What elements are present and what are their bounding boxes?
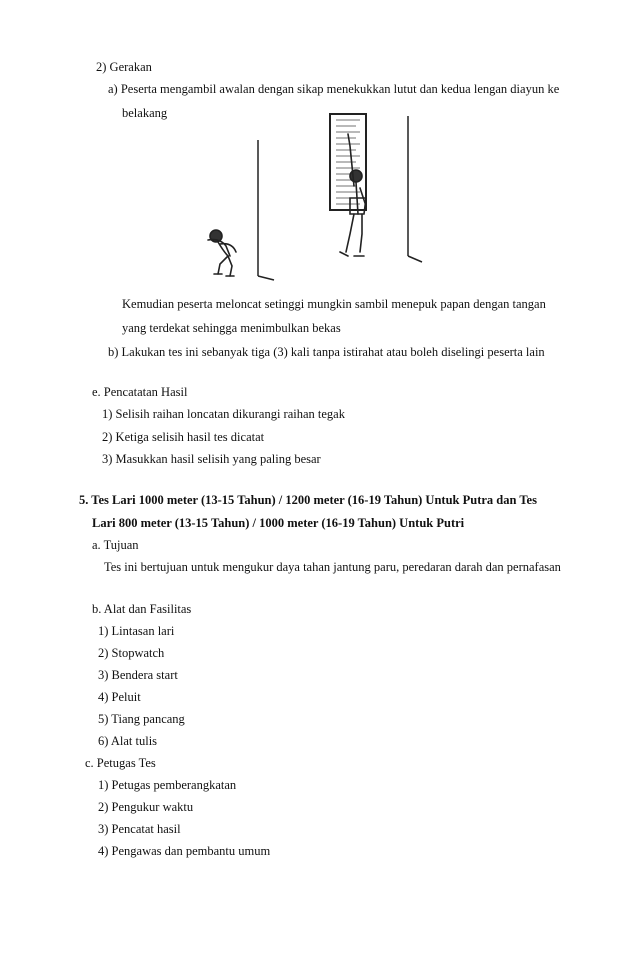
- alat-item: 1) Lintasan lari: [98, 624, 175, 638]
- pencatatan-item: 3) Masukkan hasil selisih yang paling besar: [102, 452, 321, 466]
- alat-item: 4) Peluit: [98, 690, 141, 704]
- gerakan-after-figure-line2: yang terdekat sehingga menimbulkan bekas: [122, 321, 341, 335]
- vertical-jump-illustration: [190, 106, 430, 284]
- gerakan-a-line2: belakang: [122, 106, 168, 120]
- alat-item: 3) Bendera start: [98, 668, 178, 682]
- gerakan-a-line1: a) Peserta mengambil awalan dengan sikap menekukkan lutut dan kedua lengan diayun ke: [108, 82, 560, 96]
- pencatatan-item: 1) Selisih raihan loncatan dikurangi raihan tegak: [102, 407, 345, 421]
- tujuan-heading: a. Tujuan: [92, 538, 139, 552]
- pencatatan-heading: e. Pencatatan Hasil: [92, 385, 188, 399]
- alat-item: 2) Stopwatch: [98, 646, 165, 660]
- pencatatan-item: 2) Ketiga selisih hasil tes dicatat: [102, 430, 265, 444]
- petugas-item: 2) Pengukur waktu: [98, 800, 194, 814]
- section5-title-line1: 5. Tes Lari 1000 meter (13-15 Tahun) / 1200 meter (16-19 Tahun) Untuk Putra dan Tes: [79, 493, 537, 507]
- gerakan-heading: 2) Gerakan: [96, 60, 152, 74]
- tujuan-text: Tes ini bertujuan untuk mengukur daya tahan jantung paru, peredaran darah dan pernafasan: [104, 560, 561, 574]
- section5-title-line2: Lari 800 meter (13-15 Tahun) / 1000 meter (16-19 Tahun) Untuk Putri: [92, 516, 465, 530]
- petugas-item: 1) Petugas pemberangkatan: [98, 778, 237, 792]
- alat-item: 5) Tiang pancang: [98, 712, 185, 726]
- gerakan-after-figure-line1: Kemudian peserta meloncat setinggi mungkin sambil menepuk papan dengan tangan: [122, 297, 546, 311]
- petugas-item: 3) Pencatat hasil: [98, 822, 181, 836]
- alat-heading: b. Alat dan Fasilitas: [92, 602, 192, 616]
- petugas-item: 4) Pengawas dan pembantu umum: [98, 844, 271, 858]
- alat-item: 6) Alat tulis: [98, 734, 158, 748]
- gerakan-b-line: b) Lakukan tes ini sebanyak tiga (3) kali tanpa istirahat atau boleh diselingi peserta lain: [108, 345, 545, 359]
- petugas-heading: c. Petugas Tes: [85, 756, 156, 770]
